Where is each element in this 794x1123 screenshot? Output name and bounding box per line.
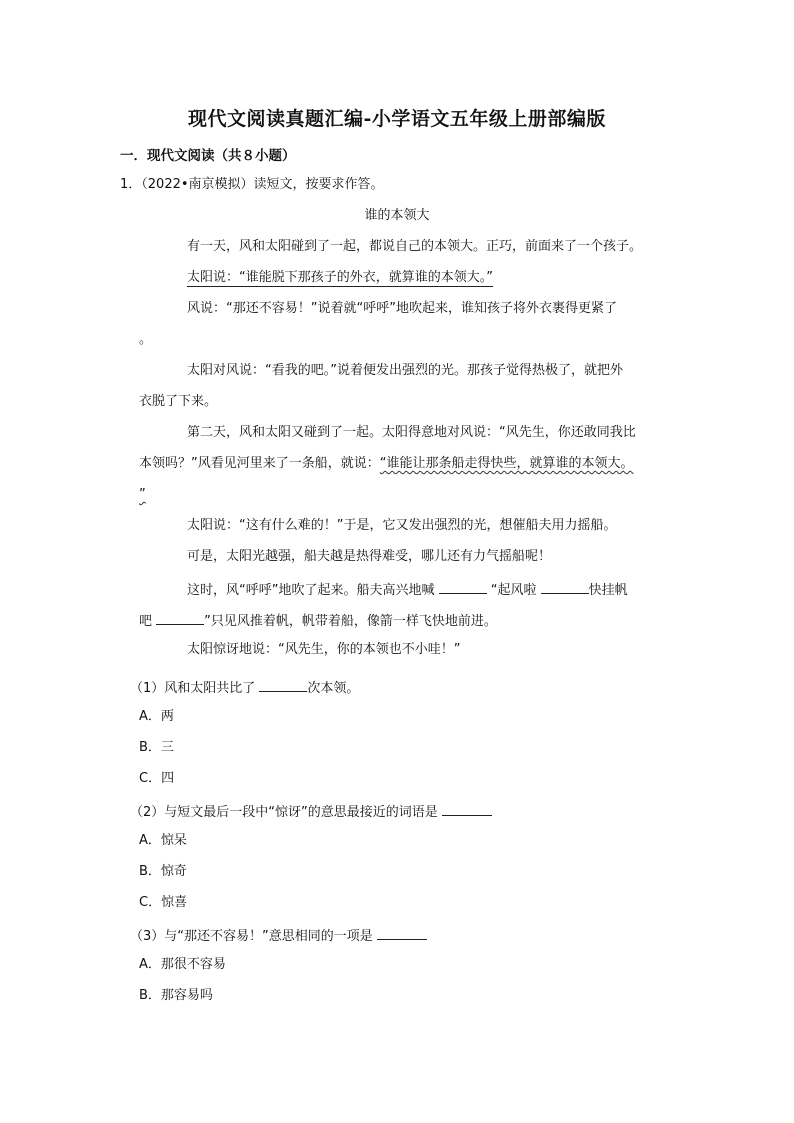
story-paragraph-8-line-2 bbox=[139, 610, 497, 631]
option-a[interactable]: A．两 bbox=[139, 709, 174, 724]
answer-blank[interactable] bbox=[442, 801, 492, 816]
story-paragraph-5-line-1: 第二天，风和太阳又碰到了一起。太阳得意地对风说：“风先生，你还敢同我比 bbox=[187, 425, 636, 440]
story-paragraph-2 bbox=[187, 269, 493, 287]
option-b[interactable]: B．那容易吗 bbox=[139, 988, 213, 1003]
sub-question-2 bbox=[130, 801, 492, 822]
section-heading: 一．现代文阅读（共８小题） bbox=[120, 148, 296, 164]
story-paragraph-9: 太阳惊讶地说：“风先生，你的本领也不小哇！” bbox=[187, 642, 461, 657]
paragraph-8-text-5: ”只见风推着帆，帆带着船，像箭一样飞快地前进。 bbox=[204, 614, 497, 629]
answer-blank[interactable] bbox=[377, 925, 427, 940]
story-paragraph-1: 有一天，风和太阳碰到了一起，都说自己的本领大。正巧，前面来了一个孩子。 bbox=[187, 239, 643, 254]
answer-blank[interactable] bbox=[439, 579, 487, 594]
paragraph-8-text-2: “起风啦 bbox=[490, 583, 537, 598]
answer-blank[interactable] bbox=[156, 610, 204, 625]
story-paragraph-5-line-3 bbox=[139, 486, 146, 504]
answer-blank[interactable] bbox=[259, 677, 307, 692]
option-a[interactable]: A．惊呆 bbox=[139, 833, 187, 848]
answer-blank[interactable] bbox=[541, 579, 589, 594]
option-b[interactable]: B．三 bbox=[139, 740, 174, 755]
paragraph-5-text: 本领吗？”风看见河里来了一条船，就说： bbox=[139, 456, 380, 471]
story-paragraph-3-line-1: 风说：“那还不容易！”说着就“呼呼”地吹起来，谁知孩子将外衣裹得更紧了 bbox=[187, 301, 617, 316]
question-intro: 1．（2022•南京模拟）读短文，按要求作答。 bbox=[120, 177, 384, 192]
story-paragraph-5-line-2 bbox=[139, 455, 634, 473]
sub-question-1 bbox=[130, 677, 359, 698]
option-a[interactable]: A．那很不容易 bbox=[139, 957, 226, 972]
sub-question-1-stem-end: 次本领。 bbox=[307, 681, 360, 696]
wavy-underlined-quote-end: ” bbox=[139, 487, 146, 502]
page-title: 现代文阅读真题汇编-小学语文五年级上册部编版 bbox=[188, 108, 606, 130]
wavy-underlined-sentence: “谁能让那条船走得快些，就算谁的本领大。 bbox=[379, 456, 634, 471]
story-paragraph-8-line-1 bbox=[187, 579, 628, 600]
paragraph-8-text-4: 吧 bbox=[139, 614, 153, 629]
paragraph-8-text-3: 快挂帆 bbox=[588, 583, 628, 598]
option-c[interactable]: C．四 bbox=[139, 771, 175, 786]
sub-question-3 bbox=[130, 925, 427, 946]
option-c[interactable]: C．惊喜 bbox=[139, 895, 188, 910]
story-paragraph-4-line-2: 衣脱了下来。 bbox=[139, 394, 218, 409]
paragraph-8-text-1: 这时，风“呼呼”地吹了起来。船夫高兴地喊 bbox=[187, 583, 435, 598]
story-paragraph-6: 太阳说：“这有什么难的！”于是，它又发出强烈的光，想催船夫用力摇船。 bbox=[187, 518, 617, 533]
sub-question-1-stem: （1）风和太阳共比了 bbox=[130, 681, 256, 696]
underlined-sentence: 太阳说：“谁能脱下那孩子的外衣，就算谁的本领大。” bbox=[187, 270, 493, 285]
story-title: 谁的本领大 bbox=[364, 208, 430, 223]
story-paragraph-7: 可是，太阳光越强，船夫越是热得难受，哪儿还有力气摇船呢！ bbox=[187, 549, 552, 564]
story-paragraph-3-line-2: 。 bbox=[139, 332, 153, 347]
sub-question-2-stem: （2）与短文最后一段中“惊讶”的意思最接近的词语是 bbox=[130, 805, 438, 820]
sub-question-3-stem: （3）与“那还不容易！”意思相同的一项是 bbox=[130, 929, 373, 944]
option-b[interactable]: B．惊奇 bbox=[139, 864, 187, 879]
story-paragraph-4-line-1: 太阳对风说：“看我的吧。”说着便发出强烈的光。那孩子觉得热极了，就把外 bbox=[187, 363, 623, 378]
